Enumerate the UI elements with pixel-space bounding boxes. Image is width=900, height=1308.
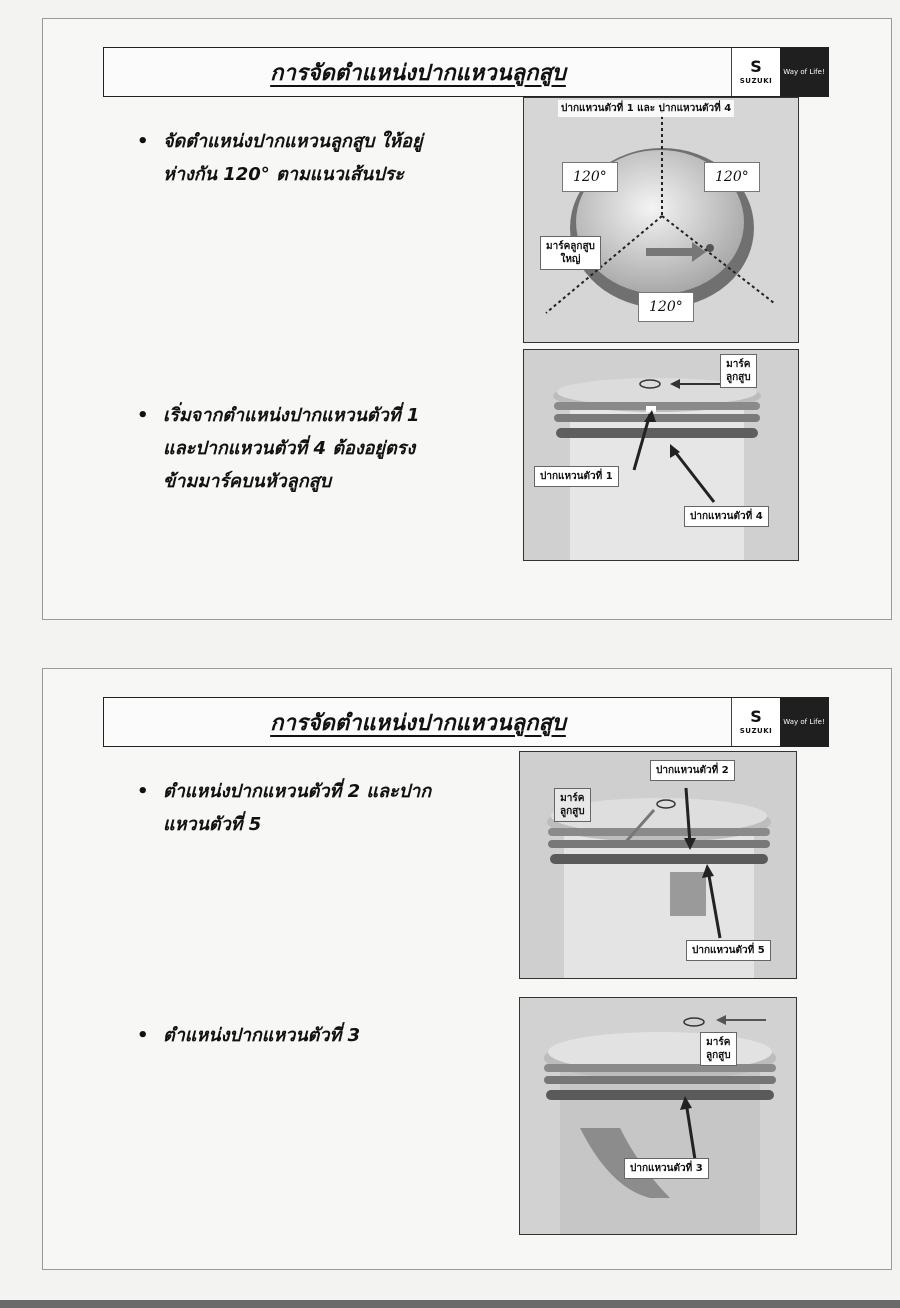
bullet-text: เริ่มจากตำแหน่งปากแหวนตัวที่ 1 และปากแหวนตัวที่ 4 ต้องอยู่ตรง ข้ามมาร์คบนหัวลูกสูบ: [163, 405, 420, 492]
bullet-item: [137, 125, 423, 191]
slide-1: [42, 18, 892, 620]
brand-tagline: Way of Life!: [780, 698, 828, 746]
suzuki-logo: [731, 48, 780, 96]
piston-mark-label: มาร์คลูกสูบ ใหญ่: [540, 236, 601, 270]
piston-ring-3-illustration: [520, 998, 797, 1235]
bullet-text: ตำแหน่งปากแหวนตัวที่ 2 และปาก แหวนตัวที่ 5: [163, 781, 432, 835]
slide-1-title-bar: [103, 47, 829, 97]
slide-2: [42, 668, 892, 1270]
angle-label-bottom: 120°: [638, 292, 694, 322]
bullet-text: ตำแหน่งปากแหวนตัวที่ 3: [163, 1025, 361, 1046]
bullet-dot-icon: •: [137, 781, 149, 802]
suzuki-s-icon: S: [750, 57, 762, 76]
angle-label-left: 120°: [562, 162, 618, 192]
piston-crown-photo: [523, 97, 799, 343]
bullet-dot-icon: •: [137, 131, 149, 152]
ring-4-label: ปากแหวนตัวที่ 4: [684, 506, 769, 527]
slide-title: การจัดตำแหน่งปากแหวนลูกสูบ: [270, 60, 566, 86]
piston-rings-2-5-photo: [519, 751, 797, 979]
ring-2-label: ปากแหวนตัวที่ 2: [650, 760, 735, 781]
bullet-dot-icon: •: [137, 1025, 149, 1046]
piston-mark-label: มาร์ค ลูกสูบ: [720, 354, 757, 388]
brand-name: SUZUKI: [739, 727, 773, 735]
ring-3-label: ปากแหวนตัวที่ 3: [624, 1158, 709, 1179]
piston-mark-label: มาร์ค ลูกสูบ: [700, 1032, 737, 1066]
slide-2-title-bar: [103, 697, 829, 747]
piston-mark-label: มาร์ค ลูกสูบ: [554, 788, 591, 822]
ring-5-label: ปากแหวนตัวที่ 5: [686, 940, 771, 961]
piston-side-photo: [523, 349, 799, 561]
ring-1-label: ปากแหวนตัวที่ 1: [534, 466, 619, 487]
bullet-item: [137, 399, 419, 498]
angle-label-right: 120°: [704, 162, 760, 192]
brand-tagline: Way of Life!: [780, 48, 828, 96]
piston-ring-3-photo: [519, 997, 797, 1235]
ring-1-4-caption: ปากแหวนตัวที่ 1 และ ปากแหวนตัวที่ 4: [558, 100, 734, 117]
suzuki-logo: [731, 698, 780, 746]
brand-name: SUZUKI: [739, 77, 773, 85]
suzuki-s-icon: S: [750, 707, 762, 726]
bullet-dot-icon: •: [137, 405, 149, 426]
piston-side-illustration: [524, 350, 799, 561]
page-bottom-edge: [0, 1300, 900, 1308]
bullet-item: [137, 775, 431, 841]
slide-title: การจัดตำแหน่งปากแหวนลูกสูบ: [270, 710, 566, 736]
bullet-text: จัดตำแหน่งปากแหวนลูกสูบ ให้อยู่ ห่างกัน 120° ตามแนวเส้นประ: [163, 131, 423, 185]
bullet-item: [137, 1019, 360, 1052]
